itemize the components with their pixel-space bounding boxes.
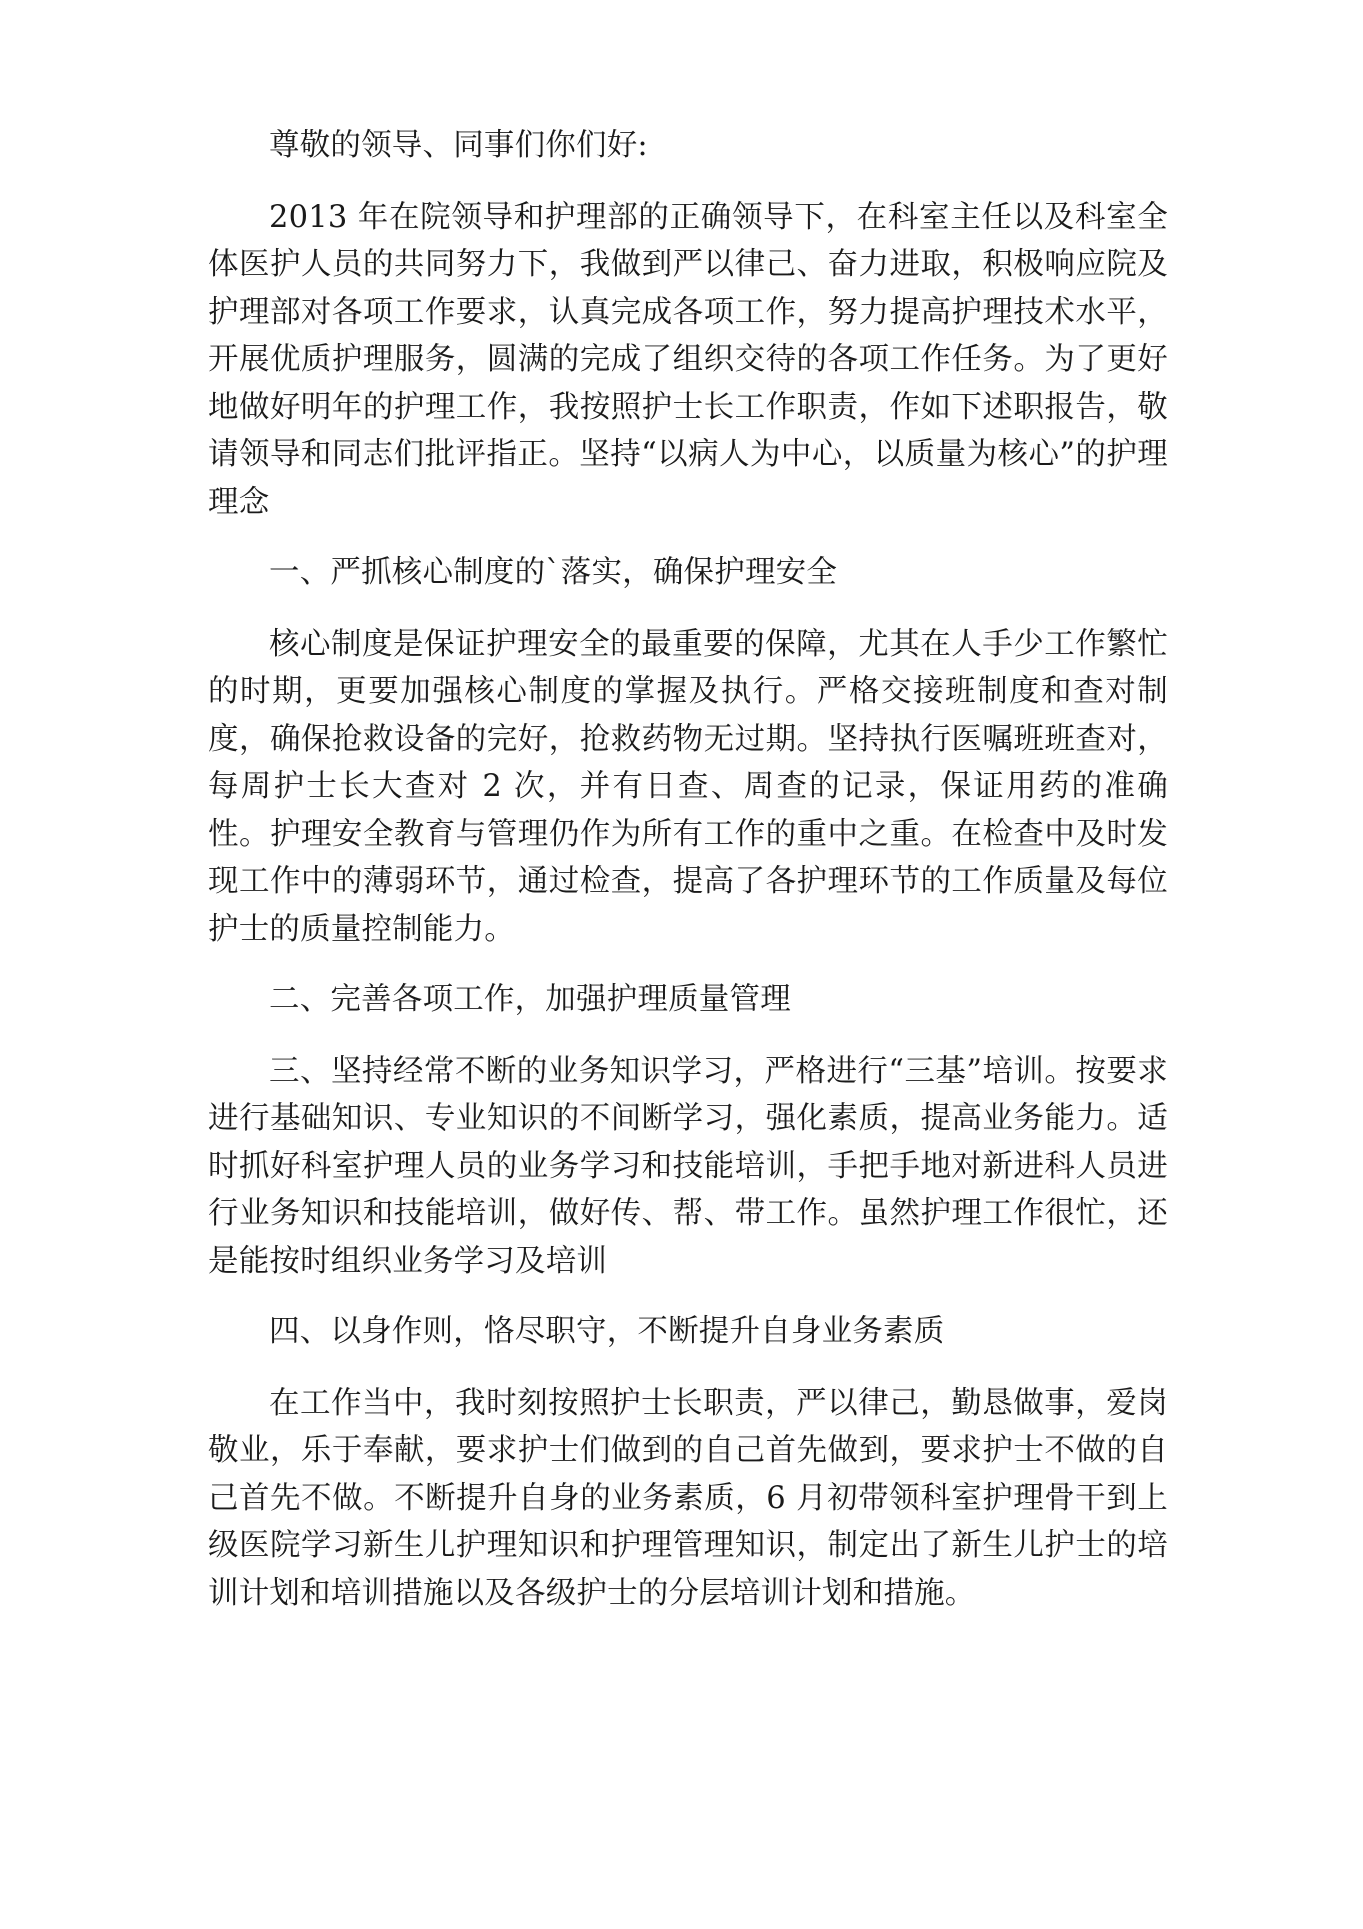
- document-page: [208, 122, 1168, 1640]
- intro-paragraph: 2013 年在院领导和护理部的正确领导下，在科室主任以及科室全体医护人员的共同努力下，我做到严以律己、奋力进取，积极响应院及护理部对各项工作要求，认真完成各项工作，努力提高护理技术水平，开展优质护理服务，圆满的完成了组织交待的各项工作任务。为了更好地做好明年的护理工作，我按照护士长工作职责，作如下述职报告，敬请领导和同志们批评指正。坚持“以病人为中心，以质量为核心”的护理理念: [208, 199, 1168, 520]
- section-heading-2: 二、完善各项工作，加强护理质量管理: [269, 982, 791, 1017]
- greeting: 尊敬的领导、同事们你们好:: [269, 128, 648, 163]
- section-1-paragraph: 核心制度是保证护理安全的最重要的保障，尤其在人手少工作繁忙的时期，更要加强核心制度的掌握及执行。严格交接班制度和查对制度，确保抢救设备的完好，抢救药物无过期。坚持执行医嘱班班查对，每周护士长大查对 2 次，并有日查、周查的记录，保证用药的准确性。护理安全教育与管理仍作为所有工作的重中之重。在检查中及时发现工作中的薄弱环节，通过检查，提高了各护理环节的工作质量及每位护士的质量控制能力。: [208, 626, 1168, 947]
- section-heading-1: 一、严抓核心制度的`落实，确保护理安全: [269, 555, 838, 590]
- section-3-paragraph: 三、坚持经常不断的业务知识学习，严格进行“三基”培训。按要求进行基础知识、专业知识的不间断学习，强化素质，提高业务能力。适时抓好科室护理人员的业务学习和技能培训，手把手地对新进科人员进行业务知识和技能培训，做好传、帮、带工作。虽然护理工作很忙，还是能按时组织业务学习及培训: [208, 1053, 1168, 1279]
- section-heading-4: 四、以身作则，恪尽职守，不断提升自身业务素质: [269, 1314, 945, 1349]
- section-4-paragraph: 在工作当中，我时刻按照护士长职责，严以律己，勤恳做事，爱岗敬业，乐于奉献，要求护士们做到的自己首先做到，要求护士不做的自己首先不做。不断提升自身的业务素质，6 月初带领科室护理骨干到上级医院学习新生儿护理知识和护理管理知识，制定出了新生儿护士的培训计划和培训措施以及各级护士的分层培训计划和措施。: [208, 1385, 1168, 1611]
